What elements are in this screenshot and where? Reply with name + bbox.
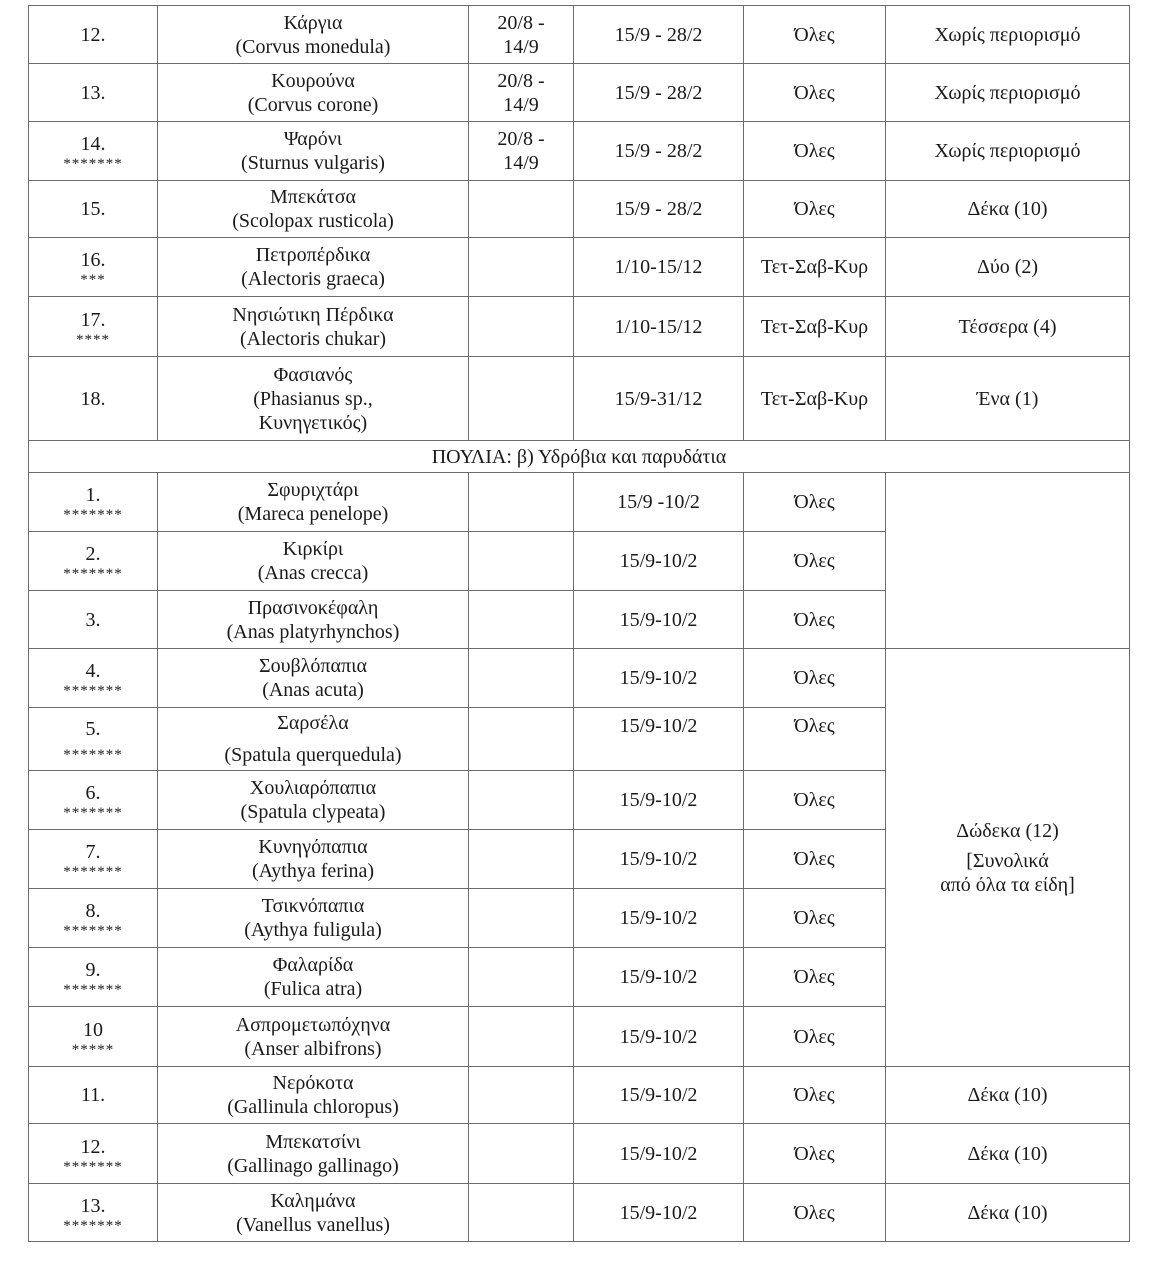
hunting-period-cell: 15/9-10/2 [574,649,744,708]
note-stars: ******* [63,982,123,998]
hunting-days-cell: Όλες [744,64,886,122]
species-name-cell: Μπεκάτσα (Scolopax rusticola) [158,181,469,238]
hunting-regulations-table [28,5,1130,1242]
shared-bag-note-line1: [Συνολικά [966,849,1049,872]
hunting-days-cell: Όλες [744,1067,886,1124]
hunting-period-cell: 15/9 - 28/2 [574,6,744,64]
hunting-days-cell: Τετ-Σαβ-Κυρ [744,297,886,357]
species-name-cell: Χουλιαρόπαπια (Spatula clypeata) [158,771,469,830]
table-row [29,6,1130,64]
hunting-period-cell: 15/9-10/2 [574,1184,744,1242]
species-number-cell: 15. [29,181,158,238]
hunting-period-cell: 15/9-10/2 [574,708,744,771]
early-period-cell [469,771,574,830]
bag-limit-cell: Δέκα (10) [886,1124,1130,1184]
early-period-cell [469,1124,574,1184]
species-name-cell: Φαλαρίδα (Fulica atra) [158,948,469,1007]
hunting-days-cell: Όλες [744,122,886,181]
hunting-period-cell: 15/9-10/2 [574,1067,744,1124]
species-name-cell: Κιρκίρι (Anas crecca) [158,532,469,591]
hunting-period-cell: 15/9-10/2 [574,889,744,948]
shared-bag-limit-cell [886,649,1130,1067]
table-row [29,1067,1130,1124]
note-stars: **** [76,331,110,348]
hunting-days-cell: Όλες [744,1124,886,1184]
species-name-cell: Κάργια (Corvus monedula) [158,6,469,64]
species-name-cell: Καλημάνα (Vanellus vanellus) [158,1184,469,1242]
hunting-days-cell: Τετ-Σαβ-Κυρ [744,357,886,441]
table-row [29,1184,1130,1242]
bag-limit-cell: Χωρίς περιορισμό [886,122,1130,181]
note-stars: ******* [63,683,123,699]
species-number-cell: 16. *** [29,238,158,297]
bag-limit-cell: Χωρίς περιορισμό [886,64,1130,122]
table-row [29,64,1130,122]
note-stars: ******* [63,156,123,172]
note-stars: ******* [63,1158,123,1175]
note-stars: ******* [63,805,123,821]
species-number-cell: 9. ******* [29,948,158,1007]
table-row [29,649,1130,708]
species-number-cell: 8. ******* [29,889,158,948]
hunting-period-cell: 15/9-10/2 [574,771,744,830]
species-number-cell: 10 ***** [29,1007,158,1067]
species-name-cell: Κυνηγόπαπια (Aythya ferina) [158,830,469,889]
table-row [29,473,1130,532]
bag-limit-cell: Δέκα (10) [886,181,1130,238]
hunting-period-cell: 15/9-10/2 [574,591,744,649]
species-number-cell: 18. [29,357,158,441]
hunting-period-cell: 15/9-10/2 [574,1124,744,1184]
hunting-days-cell: Όλες [744,771,886,830]
hunting-period-cell: 15/9 - 28/2 [574,64,744,122]
early-period-cell [469,708,574,771]
hunting-period-cell: 15/9-10/2 [574,532,744,591]
early-period-cell [469,357,574,441]
note-stars: ***** [71,1041,115,1058]
early-period-cell [469,532,574,591]
hunting-days-cell: Τετ-Σαβ-Κυρ [744,238,886,297]
early-period-cell [469,1067,574,1124]
hunting-period-cell: 15/9-31/12 [574,357,744,441]
species-number-cell: 2. ******* [29,532,158,591]
note-stars: ******* [63,923,123,939]
bag-limit-cell: Τέσσερα (4) [886,297,1130,357]
early-period-cell [469,948,574,1007]
hunting-days-cell: Όλες [744,889,886,948]
species-number-cell: 12. [29,6,158,64]
hunting-days-cell: Όλες [744,532,886,591]
hunting-period-cell: 15/9-10/2 [574,948,744,1007]
note-stars: *** [80,272,106,288]
species-name-cell: Πετροπέρδικα (Alectoris graeca) [158,238,469,297]
species-name-cell: Νησιώτικη Πέρδικα (Alectoris chukar) [158,297,469,357]
hunting-days-cell: Όλες [744,1007,886,1067]
hunting-days-cell: Όλες [744,591,886,649]
species-number-cell: 4. ******* [29,649,158,708]
early-period-cell [469,830,574,889]
species-name-cell: Νερόκοτα (Gallinula chloropus) [158,1067,469,1124]
hunting-days-cell: Όλες [744,1184,886,1242]
hunting-days-cell: Όλες [744,181,886,238]
species-number-cell: 17. **** [29,297,158,357]
species-number-cell: 13. [29,64,158,122]
hunting-days-cell: Όλες [744,948,886,1007]
table-row [29,122,1130,181]
species-number-cell: 7. ******* [29,830,158,889]
species-name-cell: Ασπρομετωπόχηνα (Anser albifrons) [158,1007,469,1067]
hunting-period-cell: 15/9-10/2 [574,830,744,889]
species-name-cell: Φασιανός (Phasianus sp., Κυνηγετικός) [158,357,469,441]
species-name-cell: Σουβλόπαπια (Anas acuta) [158,649,469,708]
section-title: ΠΟΥΛΙΑ: β) Υδρόβια και παρυδάτια [29,441,1130,473]
note-stars: ******* [63,1217,123,1234]
early-period-cell: 20/8 - 14/9 [469,122,574,181]
species-name-cell: Σφυριχτάρι (Mareca penelope) [158,473,469,532]
hunting-days-cell: Όλες [744,830,886,889]
hunting-days-cell: Όλες [744,473,886,532]
species-number-cell: 12. ******* [29,1124,158,1184]
species-name-cell: Σαρσέλα (Spatula querquedula) [158,708,469,771]
early-period-cell [469,889,574,948]
note-stars: ******* [63,864,123,880]
species-name-cell: Πρασινοκέφαλη (Anas platyrhynchos) [158,591,469,649]
early-period-cell [469,1007,574,1067]
hunting-days-cell: Όλες [744,708,886,771]
table-row [29,357,1130,441]
early-period-cell [469,649,574,708]
shared-bag-limit: Δώδεκα (12) [956,819,1059,842]
species-number-cell: 1. ******* [29,473,158,532]
early-period-cell [469,473,574,532]
table-row [29,181,1130,238]
note-stars: ******* [63,507,123,523]
hunting-period-cell: 1/10-15/12 [574,238,744,297]
species-number-cell: 6. ******* [29,771,158,830]
species-name-cell: Ψαρόνι (Sturnus vulgaris) [158,122,469,181]
hunting-period-cell: 1/10-15/12 [574,297,744,357]
early-period-cell [469,297,574,357]
species-name-cell: Μπεκατσίνι (Gallinago gallinago) [158,1124,469,1184]
shared-bag-note-line2: από όλα τα είδη] [940,873,1075,896]
early-period-cell [469,1184,574,1242]
hunting-period-cell: 15/9-10/2 [574,1007,744,1067]
hunting-period-cell: 15/9 - 28/2 [574,181,744,238]
species-number-cell: 11. [29,1067,158,1124]
early-period-cell [469,591,574,649]
hunting-period-cell: 15/9 -10/2 [574,473,744,532]
bag-limit-cell: Δύο (2) [886,238,1130,297]
bag-limit-cell-empty [886,473,1130,649]
early-period-cell [469,181,574,238]
early-period-cell [469,238,574,297]
table-row [29,1124,1130,1184]
species-number-cell: 5. ******* [29,708,158,771]
hunting-period-cell: 15/9 - 28/2 [574,122,744,181]
section-header-row [29,441,1130,473]
table-row [29,238,1130,297]
table-row [29,297,1130,357]
species-number-cell: 3. [29,591,158,649]
bag-limit-cell: Χωρίς περιορισμό [886,6,1130,64]
bag-limit-cell: Ένα (1) [886,357,1130,441]
species-number-cell: 14. ******* [29,122,158,181]
note-stars: ******* [63,747,123,763]
species-number-cell: 13. ******* [29,1184,158,1242]
hunting-days-cell: Όλες [744,649,886,708]
note-stars: ******* [63,566,123,582]
species-name-cell: Κουρούνα (Corvus corone) [158,64,469,122]
early-period-cell: 20/8 - 14/9 [469,6,574,64]
hunting-days-cell: Όλες [744,6,886,64]
species-name-cell: Τσικνόπαπια (Aythya fuligula) [158,889,469,948]
bag-limit-cell: Δέκα (10) [886,1184,1130,1242]
bag-limit-cell: Δέκα (10) [886,1067,1130,1124]
early-period-cell: 20/8 - 14/9 [469,64,574,122]
